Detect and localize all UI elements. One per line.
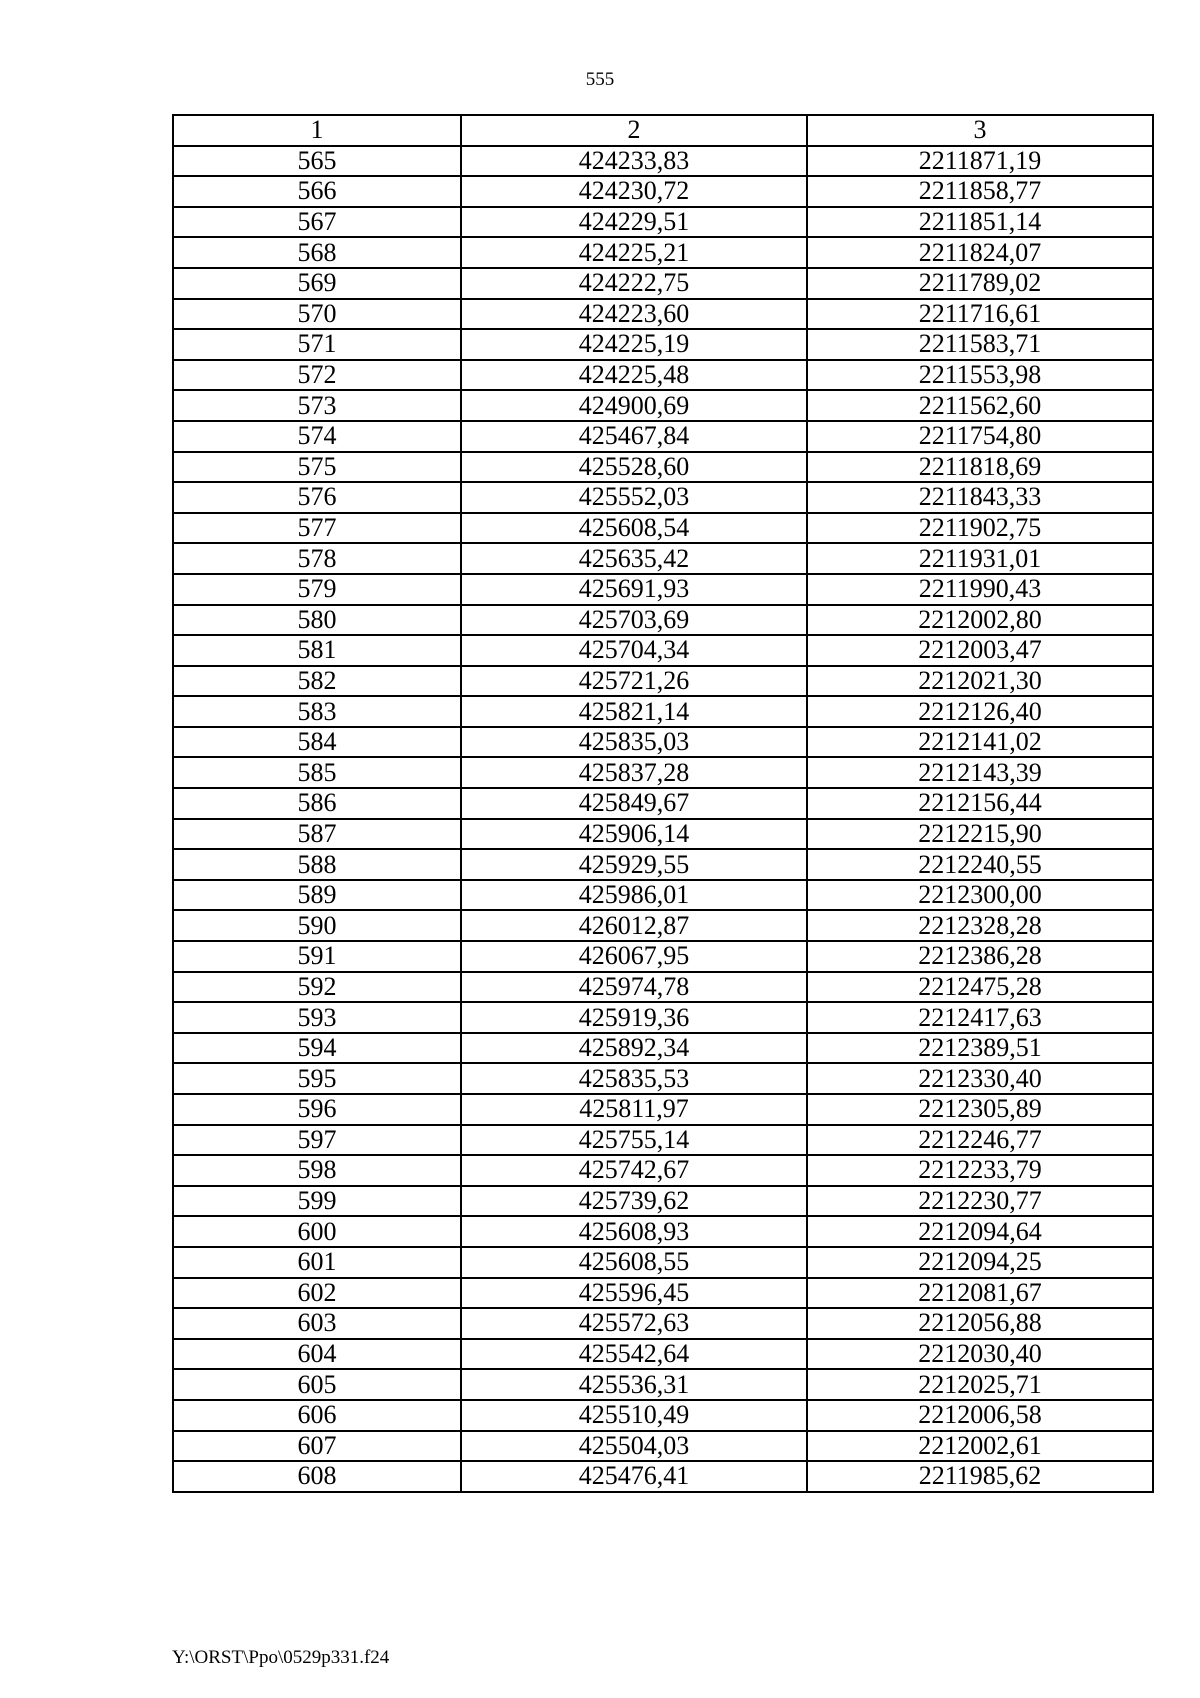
y-coordinate-cell: 2212143,39 xyxy=(807,757,1153,788)
y-coordinate-cell: 2211583,71 xyxy=(807,329,1153,360)
y-coordinate-cell: 2212002,80 xyxy=(807,605,1153,636)
table-row xyxy=(173,1033,1153,1064)
point-number-cell: 572 xyxy=(173,360,461,391)
y-coordinate-cell: 2212025,71 xyxy=(807,1369,1153,1400)
x-coordinate-cell: 425919,36 xyxy=(461,1002,807,1033)
table-row xyxy=(173,635,1153,666)
y-coordinate-cell: 2212386,28 xyxy=(807,941,1153,972)
table-row xyxy=(173,329,1153,360)
x-coordinate-cell: 425608,55 xyxy=(461,1247,807,1278)
y-coordinate-cell: 2212056,88 xyxy=(807,1308,1153,1339)
point-number-cell: 590 xyxy=(173,910,461,941)
point-number-cell: 588 xyxy=(173,849,461,880)
table-row xyxy=(173,1369,1153,1400)
point-number-cell: 584 xyxy=(173,727,461,758)
y-coordinate-cell: 2211985,62 xyxy=(807,1461,1153,1492)
point-number-cell: 608 xyxy=(173,1461,461,1492)
y-coordinate-cell: 2212126,40 xyxy=(807,696,1153,727)
y-coordinate-cell: 2211818,69 xyxy=(807,452,1153,483)
table-row xyxy=(173,605,1153,636)
column-header-3: 3 xyxy=(807,115,1153,146)
point-number-cell: 586 xyxy=(173,788,461,819)
y-coordinate-cell: 2212328,28 xyxy=(807,910,1153,941)
x-coordinate-cell: 425704,34 xyxy=(461,635,807,666)
x-coordinate-cell: 424223,60 xyxy=(461,299,807,330)
y-coordinate-cell: 2211789,02 xyxy=(807,268,1153,299)
point-number-cell: 566 xyxy=(173,176,461,207)
y-coordinate-cell: 2212230,77 xyxy=(807,1186,1153,1217)
x-coordinate-cell: 425835,03 xyxy=(461,727,807,758)
point-number-cell: 578 xyxy=(173,543,461,574)
table-row xyxy=(173,1125,1153,1156)
point-number-cell: 601 xyxy=(173,1247,461,1278)
point-number-cell: 580 xyxy=(173,605,461,636)
point-number-cell: 587 xyxy=(173,819,461,850)
point-number-cell: 581 xyxy=(173,635,461,666)
y-coordinate-cell: 2212030,40 xyxy=(807,1339,1153,1370)
point-number-cell: 591 xyxy=(173,941,461,972)
y-coordinate-cell: 2212389,51 xyxy=(807,1033,1153,1064)
point-number-cell: 600 xyxy=(173,1216,461,1247)
table-row xyxy=(173,299,1153,330)
point-number-cell: 607 xyxy=(173,1431,461,1462)
point-number-cell: 596 xyxy=(173,1094,461,1125)
y-coordinate-cell: 2212215,90 xyxy=(807,819,1153,850)
table-row xyxy=(173,1461,1153,1492)
y-coordinate-cell: 2211716,61 xyxy=(807,299,1153,330)
point-number-cell: 582 xyxy=(173,666,461,697)
y-coordinate-cell: 2212305,89 xyxy=(807,1094,1153,1125)
table-row xyxy=(173,268,1153,299)
y-coordinate-cell: 2211931,01 xyxy=(807,543,1153,574)
x-coordinate-cell: 425835,53 xyxy=(461,1063,807,1094)
x-coordinate-cell: 424225,21 xyxy=(461,237,807,268)
y-coordinate-cell: 2212233,79 xyxy=(807,1155,1153,1186)
table-row xyxy=(173,1278,1153,1309)
y-coordinate-cell: 2211851,14 xyxy=(807,207,1153,238)
y-coordinate-cell: 2212300,00 xyxy=(807,880,1153,911)
point-number-cell: 573 xyxy=(173,390,461,421)
x-coordinate-cell: 425929,55 xyxy=(461,849,807,880)
point-number-cell: 575 xyxy=(173,452,461,483)
y-coordinate-cell: 2211553,98 xyxy=(807,360,1153,391)
x-coordinate-cell: 425974,78 xyxy=(461,972,807,1003)
x-coordinate-cell: 425739,62 xyxy=(461,1186,807,1217)
table-row xyxy=(173,237,1153,268)
y-coordinate-cell: 2212246,77 xyxy=(807,1125,1153,1156)
x-coordinate-cell: 425821,14 xyxy=(461,696,807,727)
point-number-cell: 602 xyxy=(173,1278,461,1309)
x-coordinate-cell: 424233,83 xyxy=(461,146,807,177)
x-coordinate-cell: 425837,28 xyxy=(461,757,807,788)
x-coordinate-cell: 425721,26 xyxy=(461,666,807,697)
y-coordinate-cell: 2211843,33 xyxy=(807,482,1153,513)
x-coordinate-cell: 425635,42 xyxy=(461,543,807,574)
x-coordinate-cell: 425552,03 xyxy=(461,482,807,513)
y-coordinate-cell: 2212094,64 xyxy=(807,1216,1153,1247)
x-coordinate-cell: 425906,14 xyxy=(461,819,807,850)
x-coordinate-cell: 425811,97 xyxy=(461,1094,807,1125)
y-coordinate-cell: 2212002,61 xyxy=(807,1431,1153,1462)
point-number-cell: 569 xyxy=(173,268,461,299)
y-coordinate-cell: 2211824,07 xyxy=(807,237,1153,268)
table-row xyxy=(173,1186,1153,1217)
point-number-cell: 598 xyxy=(173,1155,461,1186)
table-row xyxy=(173,757,1153,788)
table-row xyxy=(173,727,1153,758)
y-coordinate-cell: 2212156,44 xyxy=(807,788,1153,819)
y-coordinate-cell: 2211754,80 xyxy=(807,421,1153,452)
column-header-2: 2 xyxy=(461,115,807,146)
point-number-cell: 568 xyxy=(173,237,461,268)
table-row xyxy=(173,1308,1153,1339)
table-row xyxy=(173,513,1153,544)
table-row xyxy=(173,1216,1153,1247)
table-row xyxy=(173,849,1153,880)
y-coordinate-cell: 2212475,28 xyxy=(807,972,1153,1003)
table-row xyxy=(173,146,1153,177)
point-number-cell: 579 xyxy=(173,574,461,605)
x-coordinate-cell: 425467,84 xyxy=(461,421,807,452)
point-number-cell: 605 xyxy=(173,1369,461,1400)
table-row xyxy=(173,1400,1153,1431)
y-coordinate-cell: 2211858,77 xyxy=(807,176,1153,207)
x-coordinate-cell: 425691,93 xyxy=(461,574,807,605)
table-row xyxy=(173,696,1153,727)
table-row xyxy=(173,941,1153,972)
column-header-1: 1 xyxy=(173,115,461,146)
x-coordinate-cell: 426067,95 xyxy=(461,941,807,972)
table-row xyxy=(173,1002,1153,1033)
point-number-cell: 571 xyxy=(173,329,461,360)
table-row xyxy=(173,543,1153,574)
coordinates-table xyxy=(172,114,1154,1493)
table-row xyxy=(173,421,1153,452)
point-number-cell: 599 xyxy=(173,1186,461,1217)
point-number-cell: 570 xyxy=(173,299,461,330)
x-coordinate-cell: 424230,72 xyxy=(461,176,807,207)
table-row xyxy=(173,360,1153,391)
point-number-cell: 594 xyxy=(173,1033,461,1064)
x-coordinate-cell: 425742,67 xyxy=(461,1155,807,1186)
x-coordinate-cell: 425572,63 xyxy=(461,1308,807,1339)
point-number-cell: 577 xyxy=(173,513,461,544)
page-number: 555 xyxy=(585,69,615,90)
point-number-cell: 593 xyxy=(173,1002,461,1033)
table-row xyxy=(173,452,1153,483)
x-coordinate-cell: 425542,64 xyxy=(461,1339,807,1370)
point-number-cell: 583 xyxy=(173,696,461,727)
point-number-cell: 592 xyxy=(173,972,461,1003)
y-coordinate-cell: 2211902,75 xyxy=(807,513,1153,544)
table-row xyxy=(173,1339,1153,1370)
point-number-cell: 595 xyxy=(173,1063,461,1094)
x-coordinate-cell: 426012,87 xyxy=(461,910,807,941)
table-row xyxy=(173,788,1153,819)
table-row xyxy=(173,1094,1153,1125)
point-number-cell: 576 xyxy=(173,482,461,513)
file-path-footer: Y:\ORST\Ppo\0529p331.f24 xyxy=(172,1647,390,1668)
y-coordinate-cell: 2212094,25 xyxy=(807,1247,1153,1278)
y-coordinate-cell: 2212006,58 xyxy=(807,1400,1153,1431)
table-body xyxy=(173,146,1153,1492)
y-coordinate-cell: 2212417,63 xyxy=(807,1002,1153,1033)
y-coordinate-cell: 2211871,19 xyxy=(807,146,1153,177)
y-coordinate-cell: 2211562,60 xyxy=(807,390,1153,421)
x-coordinate-cell: 424229,51 xyxy=(461,207,807,238)
point-number-cell: 574 xyxy=(173,421,461,452)
x-coordinate-cell: 425703,69 xyxy=(461,605,807,636)
x-coordinate-cell: 425849,67 xyxy=(461,788,807,819)
table-row xyxy=(173,880,1153,911)
point-number-cell: 603 xyxy=(173,1308,461,1339)
x-coordinate-cell: 425608,93 xyxy=(461,1216,807,1247)
x-coordinate-cell: 425510,49 xyxy=(461,1400,807,1431)
x-coordinate-cell: 425504,03 xyxy=(461,1431,807,1462)
point-number-cell: 604 xyxy=(173,1339,461,1370)
x-coordinate-cell: 425755,14 xyxy=(461,1125,807,1156)
point-number-cell: 597 xyxy=(173,1125,461,1156)
point-number-cell: 585 xyxy=(173,757,461,788)
table-row xyxy=(173,390,1153,421)
table-row xyxy=(173,819,1153,850)
table-row xyxy=(173,910,1153,941)
table-row xyxy=(173,1063,1153,1094)
x-coordinate-cell: 424222,75 xyxy=(461,268,807,299)
y-coordinate-cell: 2212021,30 xyxy=(807,666,1153,697)
x-coordinate-cell: 425536,31 xyxy=(461,1369,807,1400)
x-coordinate-cell: 425596,45 xyxy=(461,1278,807,1309)
x-coordinate-cell: 425608,54 xyxy=(461,513,807,544)
y-coordinate-cell: 2212003,47 xyxy=(807,635,1153,666)
x-coordinate-cell: 424225,19 xyxy=(461,329,807,360)
table-row xyxy=(173,574,1153,605)
table-row xyxy=(173,1431,1153,1462)
x-coordinate-cell: 424900,69 xyxy=(461,390,807,421)
point-number-cell: 606 xyxy=(173,1400,461,1431)
table-row xyxy=(173,1247,1153,1278)
table-row xyxy=(173,1155,1153,1186)
table-header-row xyxy=(173,115,1153,146)
table-row xyxy=(173,972,1153,1003)
table-row xyxy=(173,666,1153,697)
y-coordinate-cell: 2212330,40 xyxy=(807,1063,1153,1094)
x-coordinate-cell: 425528,60 xyxy=(461,452,807,483)
y-coordinate-cell: 2212081,67 xyxy=(807,1278,1153,1309)
table-row xyxy=(173,482,1153,513)
x-coordinate-cell: 425986,01 xyxy=(461,880,807,911)
x-coordinate-cell: 425892,34 xyxy=(461,1033,807,1064)
table-row xyxy=(173,176,1153,207)
y-coordinate-cell: 2212141,02 xyxy=(807,727,1153,758)
point-number-cell: 567 xyxy=(173,207,461,238)
table-row xyxy=(173,207,1153,238)
point-number-cell: 565 xyxy=(173,146,461,177)
x-coordinate-cell: 424225,48 xyxy=(461,360,807,391)
x-coordinate-cell: 425476,41 xyxy=(461,1461,807,1492)
y-coordinate-cell: 2211990,43 xyxy=(807,574,1153,605)
point-number-cell: 589 xyxy=(173,880,461,911)
y-coordinate-cell: 2212240,55 xyxy=(807,849,1153,880)
